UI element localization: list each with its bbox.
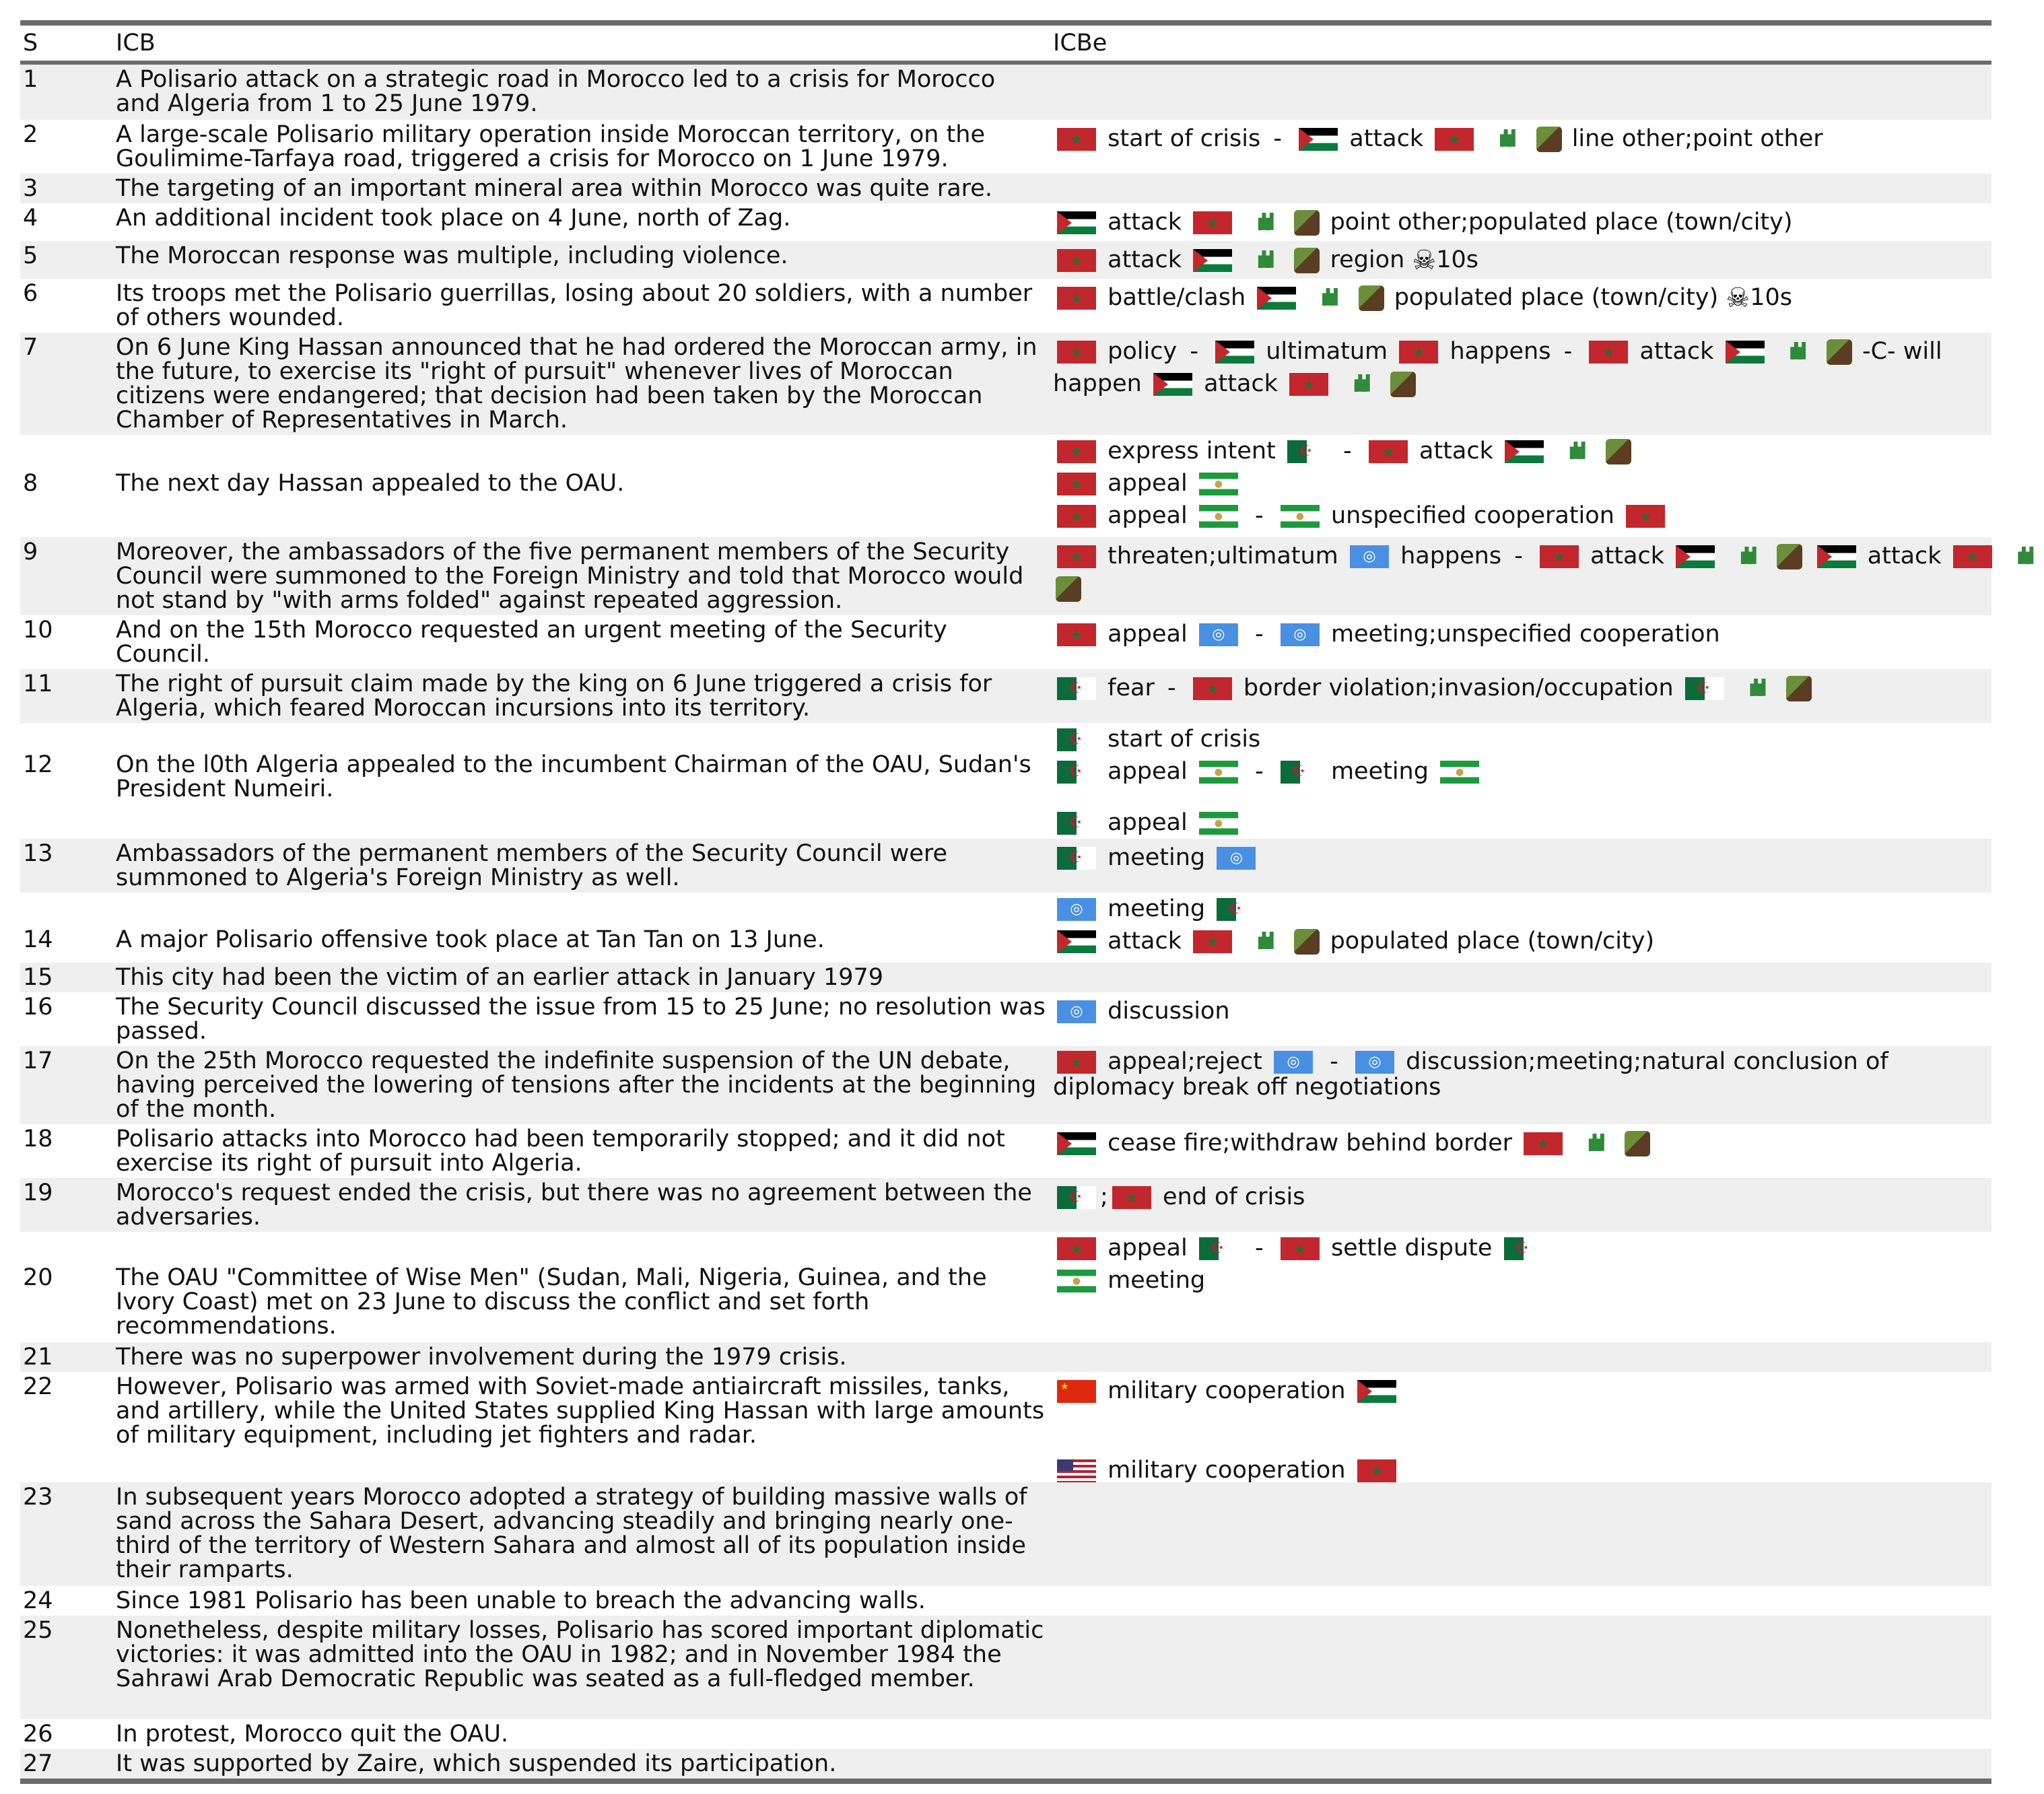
- event-label: attack: [1204, 370, 1278, 397]
- western-sahara-flag-icon: [1257, 287, 1296, 310]
- event-label: populated place (town/city): [1330, 928, 1655, 955]
- morocco-flag-icon: [1953, 545, 1992, 568]
- table-row: [20, 435, 1991, 537]
- table-row: [20, 1178, 1991, 1232]
- table-row: [20, 669, 1991, 723]
- algeria-flag-icon: [1217, 898, 1256, 921]
- row-icbe: [1053, 540, 2032, 605]
- row-s: 21: [23, 1344, 53, 1371]
- soldiers-icon: ılıl: [1738, 543, 1755, 570]
- event-label: appeal: [1108, 621, 1188, 648]
- event-label: attack: [1419, 438, 1493, 464]
- event-label: meeting: [1330, 758, 1429, 785]
- western-sahara-flag-icon: [1299, 128, 1338, 151]
- table-row: [20, 893, 1991, 963]
- algeria-flag-icon: [1287, 440, 1326, 463]
- china-flag-icon: [1057, 1380, 1096, 1403]
- dash: -: [1190, 338, 1198, 365]
- table-row: [20, 723, 1991, 839]
- morocco-flag-icon: [1057, 128, 1096, 151]
- table-row: [20, 174, 1991, 203]
- un-flag-icon: [1199, 623, 1238, 646]
- event-label: appeal: [1108, 502, 1188, 529]
- western-sahara-flag-icon: [1057, 1132, 1096, 1155]
- dash: -: [1563, 338, 1573, 365]
- event-label: appeal: [1108, 758, 1188, 785]
- row-s: 15: [23, 964, 53, 991]
- table-row: [20, 839, 1991, 893]
- dash: -: [1330, 1048, 1338, 1075]
- row-s: 26: [23, 1721, 53, 1748]
- table-row: [20, 120, 1991, 174]
- western-sahara-flag-icon: [1153, 373, 1192, 396]
- row-icb: Its troops met the Polisario guerrillas, losing about 20 soldiers, with a number of others wounded.: [116, 280, 1033, 331]
- row-icbe: [1053, 281, 1991, 314]
- soldiers-icon: ılıl: [1352, 371, 1368, 398]
- row-s: 11: [23, 670, 53, 697]
- row-icbe: [1053, 206, 1991, 238]
- morocco-flag-icon: [1589, 341, 1628, 364]
- western-sahara-flag-icon: [1726, 341, 1765, 364]
- western-sahara-flag-icon: [1676, 545, 1715, 568]
- event-label: end of crisis: [1162, 1183, 1305, 1210]
- terrain-cube-icon: [1390, 372, 1416, 397]
- table-row: [20, 963, 1991, 992]
- table-row: [20, 1342, 1991, 1372]
- row-s: 10: [23, 617, 53, 644]
- event-label: point other;populated place (town/city): [1330, 209, 1793, 236]
- event-label: appeal: [1108, 1235, 1188, 1262]
- event-label: unspecified cooperation: [1330, 502, 1614, 529]
- morocco-flag-icon: [1057, 623, 1096, 646]
- row-s: 24: [23, 1587, 53, 1614]
- un-flag-icon: [1057, 1000, 1096, 1023]
- un-flag-icon: [1350, 545, 1389, 568]
- morocco-flag-icon: [1057, 505, 1096, 528]
- algeria-flag-icon: [1057, 728, 1096, 751]
- row-icbe: [1053, 435, 1991, 532]
- morocco-flag-icon: [1435, 128, 1474, 151]
- un-flag-icon: [1281, 623, 1320, 646]
- table-row: [20, 615, 1991, 669]
- event-label: appeal: [1108, 470, 1188, 497]
- row-icb: On the l0th Algeria appealed to the incumbent Chairman of the OAU, Sudan's President Numeiri.: [116, 751, 1031, 802]
- terrain-cube-icon: [1606, 439, 1631, 464]
- row-icbe: [1053, 618, 1991, 650]
- terrain-cube-icon: [1827, 339, 1852, 365]
- row-icbe: [1053, 1232, 1991, 1297]
- event-label: happen: [1053, 370, 1142, 397]
- morocco-flag-icon: [1193, 677, 1232, 700]
- table-row: [20, 65, 1991, 120]
- row-icbe: [1053, 672, 1991, 704]
- row-icb: In subsequent years Morocco adopted a strategy of building massive walls of sand across the Sahara Desert, advancing steadily and bringing nearly one-third of the territory of Western Sahara and almost all of its population inside their ramparts.: [116, 1484, 1027, 1583]
- oau-flag-icon: [1057, 1270, 1096, 1292]
- morocco-flag-icon: [1057, 341, 1096, 364]
- terrain-cube-icon: [1777, 544, 1802, 570]
- dash: -: [1255, 621, 1264, 648]
- morocco-flag-icon: [1289, 373, 1328, 396]
- row-s: 27: [23, 1750, 53, 1777]
- row-icbe: [1053, 123, 1991, 155]
- event-label: appeal;reject: [1108, 1048, 1262, 1075]
- morocco-flag-icon: [1057, 440, 1096, 463]
- algeria-flag-icon: [1504, 1237, 1543, 1260]
- event-label: attack: [1639, 338, 1714, 365]
- row-s: 6: [23, 280, 38, 307]
- event-label: start of crisis: [1108, 125, 1261, 152]
- event-label: cease fire;withdraw behind border: [1108, 1130, 1513, 1157]
- event-label: attack: [1108, 928, 1182, 955]
- dash: -: [1255, 758, 1264, 785]
- soldiers-icon: ılıl: [1256, 928, 1272, 955]
- row-icb: It was supported by Zaire, which suspended its participation.: [116, 1750, 837, 1777]
- morocco-flag-icon: [1626, 505, 1665, 528]
- table-bottom-rule: [20, 1779, 1991, 1784]
- row-icb: A major Polisario offensive took place at Tan Tan on 13 June.: [116, 926, 825, 953]
- row-icbe: [1053, 1181, 1991, 1213]
- morocco-flag-icon: [1540, 545, 1579, 568]
- algeria-flag-icon: [1199, 1237, 1238, 1260]
- table-row: [20, 1124, 1991, 1178]
- casualty-count: 10s: [1750, 284, 1793, 311]
- morocco-flag-icon: [1057, 1237, 1096, 1260]
- un-flag-icon: [1217, 847, 1256, 870]
- row-icbe: [1053, 1375, 1991, 1486]
- row-s: 4: [23, 205, 38, 232]
- row-s: 25: [23, 1617, 53, 1644]
- table-row: [20, 1372, 1991, 1482]
- dash: -: [1167, 675, 1176, 701]
- row-s: 7: [23, 334, 38, 361]
- event-label: line other;point other: [1571, 125, 1823, 152]
- row-icb: This city had been the victim of an earlier attack in January 1979: [116, 964, 884, 991]
- row-s: 14: [23, 926, 53, 953]
- un-flag-icon: [1355, 1051, 1394, 1074]
- event-label: settle dispute: [1330, 1235, 1493, 1262]
- morocco-flag-icon: [1057, 1051, 1096, 1074]
- algeria-flag-icon: [1057, 677, 1096, 700]
- row-icbe: [1053, 893, 1991, 957]
- row-icb: The right of pursuit claim made by the king on 6 June triggered a crisis for Algeria, which feared Moroccan incursions into its territory.: [116, 670, 992, 722]
- row-s: 17: [23, 1047, 53, 1074]
- soldiers-icon: ılıl: [2016, 543, 2032, 570]
- event-label: appeal: [1108, 809, 1188, 836]
- algeria-flag-icon: [1057, 761, 1096, 784]
- header-icbe: ICBe: [1053, 29, 1108, 57]
- row-s: 23: [23, 1484, 53, 1511]
- event-label: attack: [1590, 543, 1664, 570]
- event-label: populated place (town/city): [1394, 284, 1719, 311]
- event-label: battle/clash: [1108, 284, 1246, 311]
- skull-icon: ☠: [1726, 283, 1750, 314]
- morocco-flag-icon: [1357, 1459, 1396, 1482]
- row-icb: In protest, Morocco quit the OAU.: [116, 1721, 509, 1748]
- table-row: [20, 279, 1991, 333]
- event-label: start of crisis: [1108, 726, 1261, 753]
- morocco-flag-icon: [1193, 211, 1232, 234]
- row-icbe: [1053, 244, 1991, 276]
- row-s: 3: [23, 175, 38, 202]
- row-s: 8: [23, 470, 38, 497]
- soldiers-icon: ılıl: [1748, 675, 1764, 702]
- row-icb: The OAU "Committee of Wise Men" (Sudan, Mali, Nigeria, Guinea, and the Ivory Coast) met on 23 June to discuss the conflict and set forth recommendations.: [116, 1264, 987, 1340]
- event-label: attack: [1108, 209, 1182, 236]
- soldiers-icon: ılıl: [1567, 438, 1583, 465]
- row-s: 18: [23, 1126, 53, 1152]
- table-row: [20, 1232, 1991, 1342]
- row-icb: Ambassadors of the permanent members of the Security Council were summoned to Algeria's Foreign Ministry as well.: [116, 840, 948, 891]
- row-icb: A Polisario attack on a strategic road in Morocco led to a crisis for Morocco and Algeria from 1 to 25 June 1979.: [116, 66, 996, 117]
- event-label: attack: [1108, 246, 1182, 273]
- un-flag-icon: [1274, 1051, 1313, 1074]
- event-label: attack: [1349, 125, 1424, 152]
- table-row: [20, 992, 1991, 1046]
- table-row: [20, 1482, 1991, 1586]
- row-icb: Polisario attacks into Morocco had been temporarily stopped; and it did not exercise its right of pursuit into Algeria.: [116, 1126, 1005, 1177]
- row-s: 2: [23, 121, 38, 148]
- row-s: 16: [23, 994, 53, 1021]
- event-label: policy: [1108, 338, 1178, 365]
- dash: -: [1273, 125, 1282, 152]
- row-s: 9: [23, 539, 38, 565]
- header-icb: ICB: [116, 29, 156, 57]
- row-icb: Moreover, the ambassadors of the five permanent members of the Security Council were summoned to the Foreign Ministry and told that Morocco would not stand by "with arms folded" against repeated aggression.: [116, 539, 1024, 614]
- morocco-flag-icon: [1281, 1237, 1320, 1260]
- soldiers-icon: ılıl: [1320, 285, 1336, 312]
- row-icbe: [1053, 1127, 1991, 1159]
- row-s: 20: [23, 1264, 53, 1291]
- header-s: S: [23, 29, 38, 57]
- terrain-cube-icon: [1294, 248, 1320, 273]
- row-s: 12: [23, 751, 53, 778]
- event-label: meeting: [1108, 895, 1206, 922]
- row-icbe: [1053, 723, 1991, 839]
- row-icb: The next day Hassan appealed to the OAU.: [116, 470, 625, 497]
- table-row: [20, 1719, 1991, 1749]
- event-label: attack: [1867, 543, 1942, 570]
- morocco-flag-icon: [1112, 1186, 1151, 1209]
- morocco-flag-icon: [1057, 473, 1096, 495]
- terrain-cube-icon: [1625, 1131, 1650, 1157]
- algeria-flag-icon: [1057, 1186, 1096, 1209]
- oau-flag-icon: [1440, 761, 1479, 784]
- row-s: 5: [23, 242, 38, 269]
- western-sahara-flag-icon: [1817, 545, 1856, 568]
- terrain-cube-icon: [1786, 676, 1812, 701]
- table-top-rule: [20, 20, 1991, 26]
- algeria-flag-icon: [1281, 761, 1320, 784]
- soldiers-icon: ılıl: [1498, 126, 1513, 153]
- oau-flag-icon: [1281, 505, 1320, 528]
- row-icb: However, Polisario was armed with Soviet-made antiaircraft missiles, tanks, and artillery, while the United States supplied King Hassan with large amounts of military equipment, including jet fighters and radar.: [116, 1373, 1045, 1449]
- terrain-cube-icon: [1536, 127, 1562, 152]
- event-label: discussion: [1108, 998, 1230, 1025]
- row-icb: A large-scale Polisario military operation inside Moroccan territory, on the Goulimime-Tarfaya road, triggered a crisis for Morocco on 1 June 1979.: [116, 121, 986, 172]
- algeria-flag-icon: [1057, 847, 1096, 870]
- morocco-flag-icon: [1193, 930, 1232, 953]
- soldiers-icon: ılıl: [1788, 339, 1804, 366]
- table-row: [20, 333, 1991, 435]
- event-label: fear: [1108, 675, 1155, 701]
- row-s: 13: [23, 840, 53, 867]
- dash: -: [1514, 543, 1523, 570]
- row-s: 1: [23, 66, 38, 93]
- event-label: military cooperation: [1108, 1377, 1346, 1404]
- algeria-flag-icon: [1057, 812, 1096, 835]
- event-label: meeting;unspecified cooperation: [1330, 621, 1720, 648]
- event-label: happens: [1450, 338, 1551, 365]
- soldiers-icon: ılıl: [1256, 209, 1272, 236]
- dash: -: [1343, 438, 1352, 464]
- event-label: border violation;invasion/occupation: [1243, 675, 1674, 701]
- table-row: [20, 537, 2032, 615]
- row-icb: The Security Council discussed the issue from 15 to 25 June; no resolution was passed.: [116, 994, 1046, 1045]
- terrain-cube-icon: [1056, 576, 1081, 602]
- algeria-flag-icon: [1685, 677, 1724, 700]
- event-label: ultimatum: [1266, 338, 1388, 365]
- morocco-flag-icon: [1057, 249, 1096, 272]
- row-icbe: [1053, 1049, 1991, 1100]
- row-s: 19: [23, 1179, 53, 1206]
- dash: -: [1255, 502, 1264, 529]
- terrain-cube-icon: [1294, 210, 1320, 236]
- table-header: [20, 26, 1991, 61]
- row-icbe: [1053, 841, 1991, 874]
- dash: -: [1255, 1235, 1264, 1262]
- morocco-flag-icon: [1369, 440, 1408, 463]
- row-icbe: [1053, 995, 1991, 1027]
- event-label: -C- will: [1862, 338, 1942, 365]
- row-icb: On the 25th Morocco requested the indefinite suspension of the UN debate, having perceived the lowering of tensions after the incidents at the beginning of the month.: [116, 1047, 1037, 1123]
- table-row: [20, 203, 1991, 241]
- soldiers-icon: ılıl: [1256, 247, 1272, 274]
- terrain-cube-icon: [1359, 285, 1384, 311]
- row-icbe: [1053, 335, 1991, 400]
- event-label: express intent: [1108, 438, 1276, 464]
- morocco-flag-icon: [1057, 287, 1096, 310]
- table-row: [20, 1586, 1991, 1616]
- oau-flag-icon: [1199, 761, 1238, 784]
- event-label: threaten;ultimatum: [1108, 543, 1338, 570]
- event-label: happens: [1400, 543, 1502, 570]
- row-icb: The targeting of an important mineral area within Morocco was quite rare.: [116, 175, 992, 202]
- event-label: region: [1330, 246, 1405, 273]
- semicolon: ;: [1100, 1183, 1108, 1210]
- event-label: military cooperation: [1108, 1457, 1346, 1484]
- western-sahara-flag-icon: [1215, 341, 1254, 364]
- table-row: [20, 1749, 1991, 1779]
- un-flag-icon: [1057, 898, 1096, 921]
- row-icb: Since 1981 Polisario has been unable to breach the advancing walls.: [116, 1587, 926, 1614]
- western-sahara-flag-icon: [1505, 440, 1544, 463]
- skull-icon: ☠: [1412, 245, 1437, 276]
- event-label: meeting: [1108, 1267, 1206, 1294]
- row-icb: Nonetheless, despite military losses, Polisario has scored important diplomatic victories: it was admitted into the OAU in 1982; and in November 1984 the Sahrawi Arab Democratic Republic was seated as a full-fledged member.: [116, 1617, 1044, 1692]
- western-sahara-flag-icon: [1357, 1380, 1396, 1403]
- usa-flag-icon: [1057, 1459, 1096, 1482]
- morocco-flag-icon: [1399, 341, 1438, 364]
- row-icb: The Moroccan response was multiple, including violence.: [116, 242, 788, 269]
- icb-table: [20, 20, 2032, 1784]
- western-sahara-flag-icon: [1057, 211, 1096, 234]
- row-icb: There was no superpower involvement during the 1979 crisis.: [116, 1344, 847, 1371]
- casualty-count: 10s: [1436, 246, 1479, 273]
- table-row: [20, 1046, 1991, 1124]
- oau-flag-icon: [1199, 812, 1238, 835]
- terrain-cube-icon: [1294, 929, 1320, 955]
- row-icb: On 6 June King Hassan announced that he had ordered the Moroccan army, in the future, to exercise its "right of pursuit" whenever lives of Moroccan citizens were endangered; that decision had been taken by the Moroccan Chamber of Representatives in March.: [116, 334, 1037, 434]
- table-row: [20, 241, 1991, 279]
- event-label: discussion;meeting;natural conclusion of diplomacy break off negotiations: [1053, 1048, 1888, 1101]
- row-icb: And on the 15th Morocco requested an urgent meeting of the Security Council.: [116, 617, 947, 668]
- row-icb: An additional incident took place on 4 June, north of Zag.: [116, 205, 791, 232]
- row-s: 22: [23, 1373, 53, 1400]
- oau-flag-icon: [1199, 473, 1238, 495]
- morocco-flag-icon: [1057, 545, 1096, 568]
- event-label: meeting: [1108, 844, 1206, 871]
- soldiers-icon: ılıl: [1587, 1130, 1602, 1157]
- western-sahara-flag-icon: [1057, 930, 1096, 953]
- western-sahara-flag-icon: [1193, 249, 1232, 272]
- table-row: [20, 1616, 1991, 1719]
- oau-flag-icon: [1199, 505, 1238, 528]
- row-icb: Morocco's request ended the crisis, but there was no agreement between the adversaries.: [116, 1179, 1032, 1231]
- morocco-flag-icon: [1524, 1132, 1563, 1155]
